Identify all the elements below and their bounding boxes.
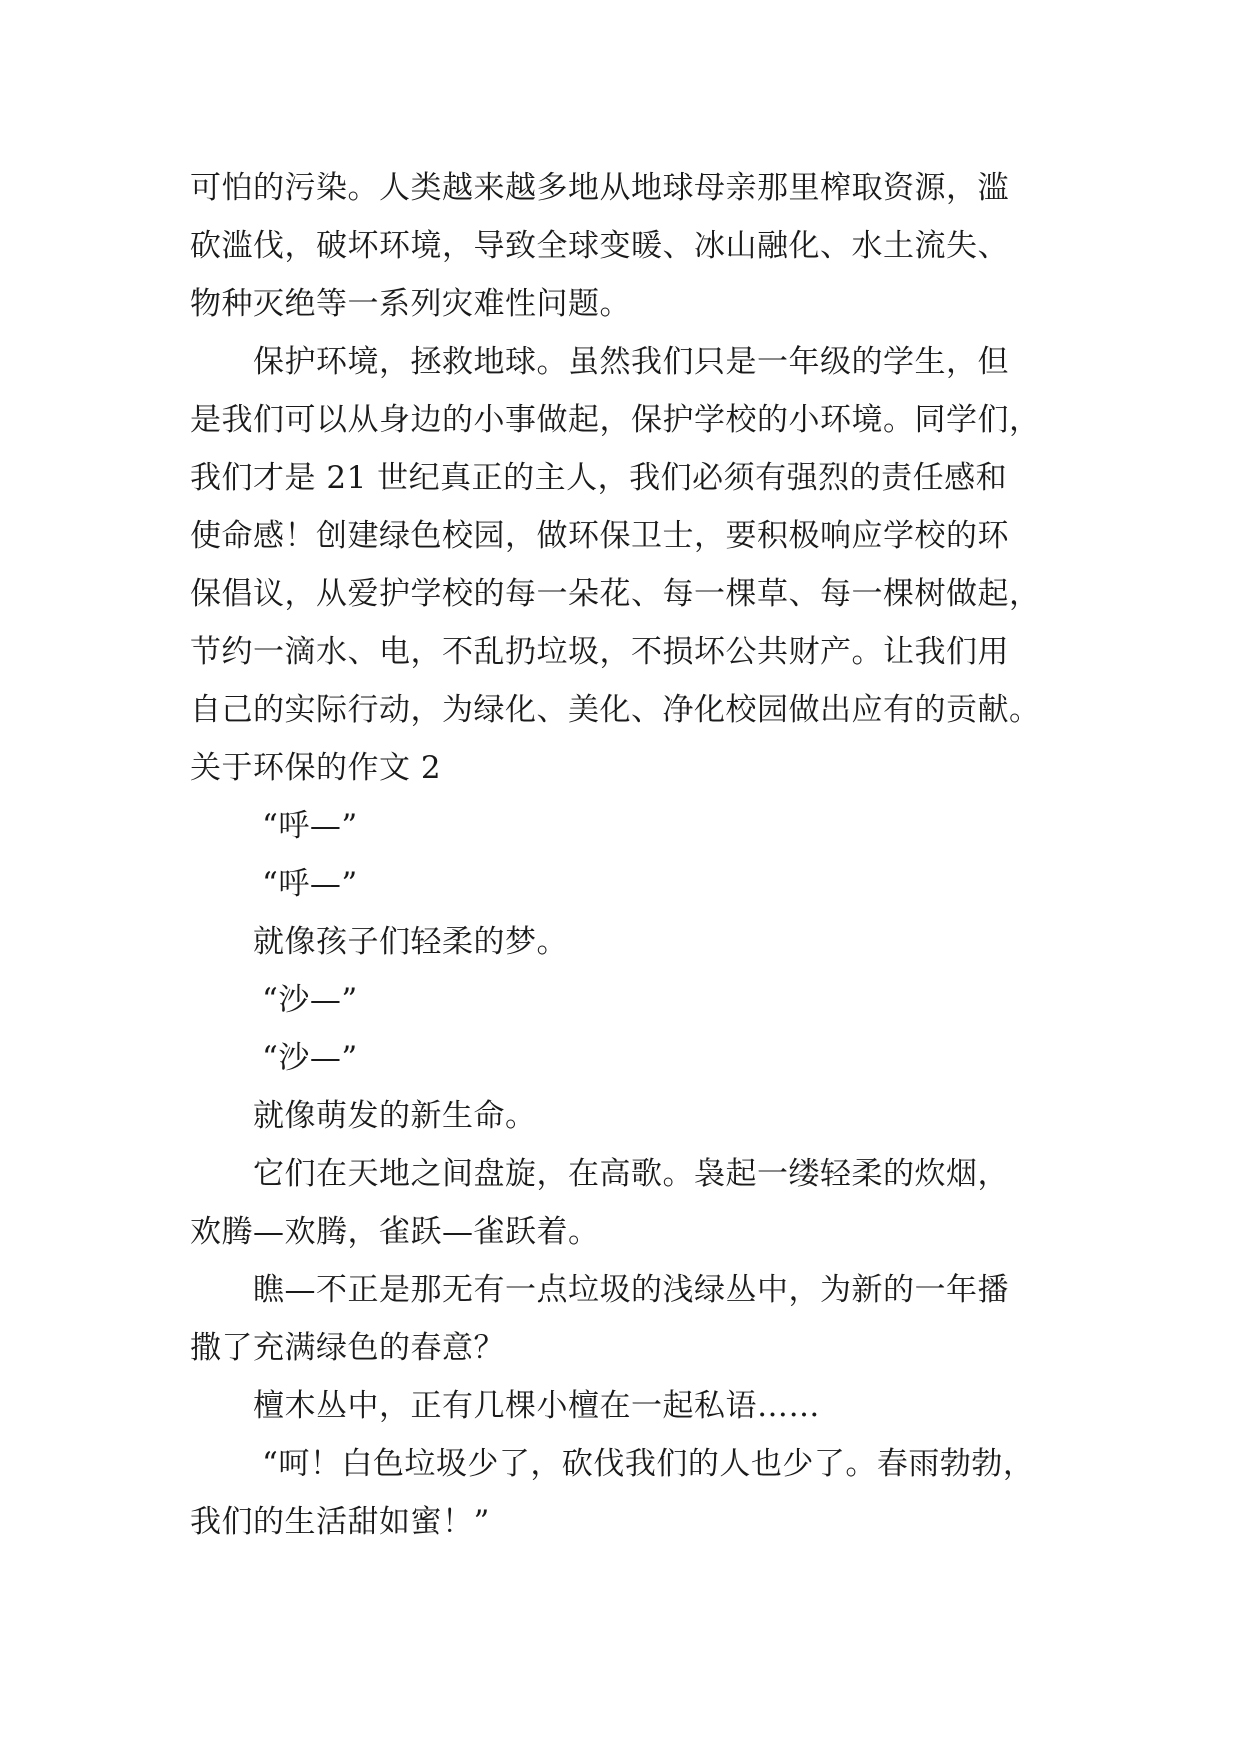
paragraph-line: “沙—” (262, 1040, 358, 1076)
paragraph-line: 我们才是 21 世纪真正的主人，我们必须有强烈的责任感和 (190, 460, 1008, 496)
paragraph-line: 就像孩子们轻柔的梦。 (253, 924, 568, 960)
paragraph-line: 它们在天地之间盘旋，在高歌。袅起一缕轻柔的炊烟， (253, 1156, 1009, 1192)
paragraph-line: 檀木丛中，正有几棵小檀在一起私语…… (253, 1388, 820, 1424)
paragraph-line: 砍滥伐，破坏环境，导致全球变暖、冰山融化、水土流失、 (190, 228, 1009, 264)
paragraph-line: 是我们可以从身边的小事做起，保护学校的小环境。同学们， (190, 402, 1041, 438)
paragraph-line: 节约一滴水、电，不乱扔垃圾，不损坏公共财产。让我们用 (190, 634, 1009, 670)
paragraph-line: “呼—” (262, 808, 358, 844)
paragraph-line: 欢腾—欢腾，雀跃—雀跃着。 (190, 1214, 600, 1250)
paragraph-line: 瞧—不正是那无有一点垃圾的浅绿丛中，为新的一年播 (253, 1272, 1009, 1308)
paragraph-line: “呼—” (262, 866, 358, 902)
essay-heading: 关于环保的作文 2 (190, 750, 442, 786)
paragraph-line: 就像萌发的新生命。 (253, 1098, 537, 1134)
paragraph-line: 我们的生活甜如蜜！” (190, 1504, 490, 1540)
paragraph-line: 撒了充满绿色的春意？ (190, 1330, 505, 1366)
paragraph-line: 保倡议，从爱护学校的每一朵花、每一棵草、每一棵树做起， (190, 576, 1041, 612)
paragraph-line: 可怕的污染。人类越来越多地从地球母亲那里榨取资源，滥 (190, 170, 1009, 206)
paragraph-line: “呵！白色垃圾少了，砍伐我们的人也少了。春雨勃勃， (262, 1446, 1035, 1482)
paragraph-line: 使命感！创建绿色校园，做环保卫士，要积极响应学校的环 (190, 518, 1009, 554)
paragraph-line: 保护环境，拯救地球。虽然我们只是一年级的学生，但 (253, 344, 1009, 380)
paragraph-line: 物种灭绝等一系列灾难性问题。 (190, 286, 631, 322)
paragraph-line: 自己的实际行动，为绿化、美化、净化校园做出应有的贡献。 (190, 692, 1041, 728)
paragraph-line: “沙—” (262, 982, 358, 1018)
